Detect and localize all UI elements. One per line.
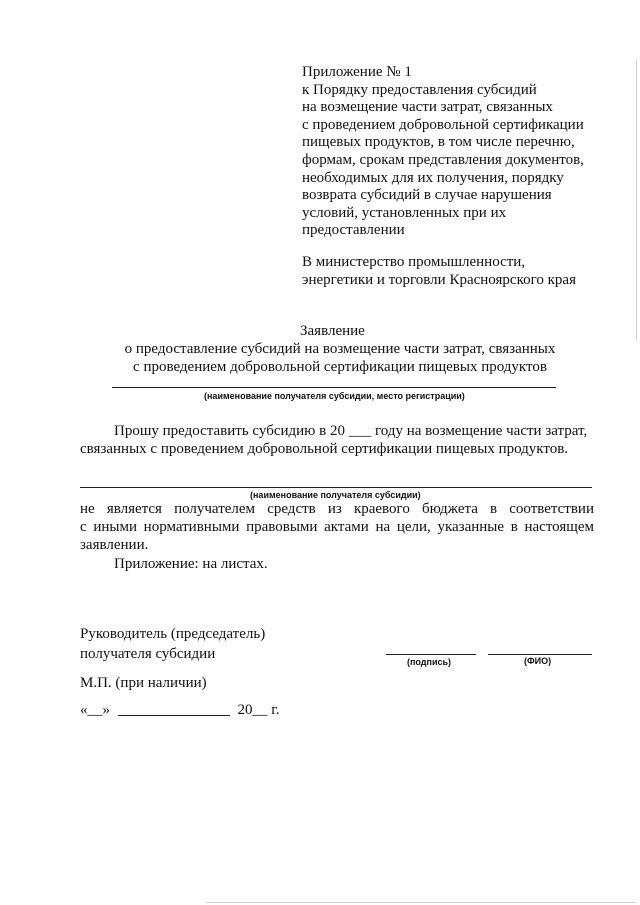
date-month-blank bbox=[118, 715, 230, 716]
request-line: Прошу предоставить субсидию в 20 ___ году на возмещение части затрат, bbox=[114, 423, 588, 439]
head-title bbox=[80, 624, 265, 664]
addressee-line: энергетики и торговли Красноярского края bbox=[302, 271, 576, 288]
recipient-name-line bbox=[80, 487, 592, 488]
annex-line: с проведением добровольной сертификации bbox=[302, 116, 584, 133]
document-subtitle bbox=[80, 341, 600, 376]
subtitle-line: о предоставление субсидий на возмещение части затрат, связанных bbox=[124, 341, 556, 357]
subtitle-line: с проведением добровольной сертификации пищевых продуктов bbox=[133, 358, 547, 375]
statement-line: не является получателем средств из краевого бюджета в соответствии bbox=[80, 501, 594, 517]
annex-line: необходимых для их получения, порядку bbox=[302, 169, 564, 186]
scan-edge-mark bbox=[636, 60, 637, 340]
scan-bottom-mark bbox=[206, 902, 636, 903]
document-title: Заявление bbox=[300, 323, 365, 339]
request-line: связанных с проведением добровольной сертификации пищевых продуктов. bbox=[80, 441, 569, 457]
date-year: 20__ г. bbox=[237, 702, 280, 718]
annex-line: предоставлении bbox=[302, 222, 405, 239]
annex-line: Приложение № 1 bbox=[302, 64, 412, 80]
recipient-name-caption: (наименование получателя субсидии) bbox=[250, 490, 421, 500]
addressee-line: В министерство промышленности, bbox=[302, 254, 526, 270]
addressee bbox=[302, 254, 602, 289]
statement-line: заявлении. bbox=[80, 537, 149, 553]
attachment-note: Приложение: на листах. bbox=[114, 556, 268, 572]
annex-header bbox=[302, 64, 602, 240]
annex-line: на возмещение части затрат, связанных bbox=[302, 99, 553, 116]
signature-line bbox=[386, 654, 476, 655]
signature-caption: (подпись) bbox=[407, 657, 452, 667]
fullname-caption: (ФИО) bbox=[524, 656, 552, 666]
annex-line: пищевых продуктов, в том числе перечню, bbox=[302, 134, 575, 151]
recipient-line bbox=[112, 387, 556, 388]
annex-line: возврата субсидий в случае нарушения bbox=[302, 187, 552, 204]
head-line: получателя субсидии bbox=[80, 646, 216, 662]
recipient-caption: (наименование получателя субсидии, место регистрации) bbox=[204, 391, 465, 401]
annex-line: к Порядку предоставления субсидий bbox=[302, 81, 537, 98]
head-line: Руководитель (председатель) bbox=[80, 626, 266, 642]
statement-line: с иными нормативными правовыми актами на цели, указанные в настоящем bbox=[80, 519, 594, 535]
statement-paragraph bbox=[80, 500, 594, 554]
date-day: «__» bbox=[80, 702, 110, 718]
date-line bbox=[80, 702, 279, 719]
annex-line: формам, срокам представления документов, bbox=[302, 151, 584, 168]
annex-line: условий, установленных при их bbox=[302, 204, 507, 221]
request-paragraph bbox=[80, 422, 600, 458]
seal-note: М.П. (при наличии) bbox=[80, 675, 207, 691]
fullname-line bbox=[488, 654, 592, 655]
